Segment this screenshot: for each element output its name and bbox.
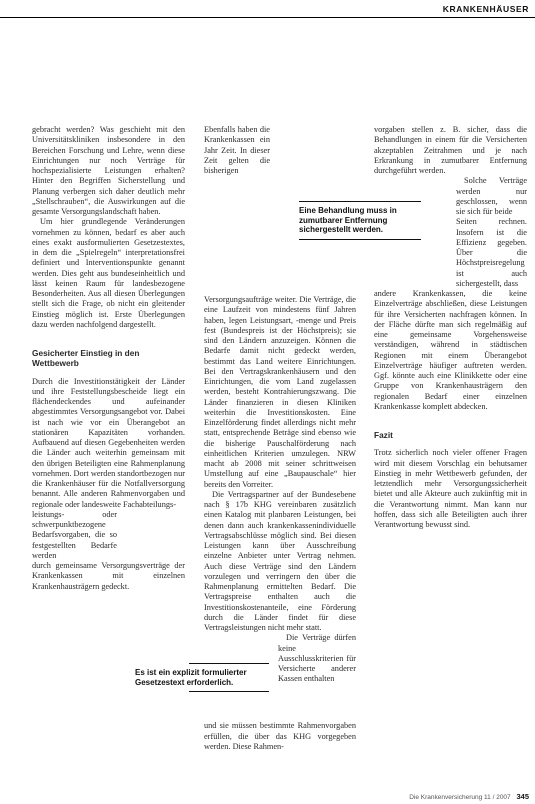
pull-quote — [135, 663, 269, 692]
section-heading: Gesicherter Einstieg in den Wettbewerb — [32, 348, 140, 369]
column-3 — [374, 125, 527, 530]
column-1 — [32, 125, 185, 592]
section-heading: Fazit — [374, 430, 393, 440]
paragraph: Ebenfalls haben die Krankenkassen ein Jahr Zeit. In dieser Zeit gelten die bisherigen Versorgungsaufträge weiter. Die Verträge, die eine Laufzeit von mindestens fünf Jahren haben, legen Leistungsart, -menge und Preis fest (Bundespreis ist der Höchstpreis); sie sind den Ländern anzuzeigen. Können die Bedarfe damit nicht gedeckt werden, bestimmt das Land weitere Einrichtungen. Bei den Vertragskrankenhäusern und den Einrichtungen, die vom Land zugelassen werden, besteht Kontrahierungszwang. Die Länder finanzieren in diesen Kliniken weiterhin die Investitionskosten. Eine Einzelförderung findet allerdings nicht mehr statt, entsprechende Beträge sind ebenso wie die bisherige Pauschalförderung nach einheitlichen Kriterien umzulegen. NRW macht ab 2008 mit seiner schrittweisen Umstellung auf eine „Baupauschale“ hier bereits den Vorreiter. — [204, 125, 356, 489]
paragraph: andere Krankenkassen, die keine Einzelverträge abschließen, diese Leistungen für ihre Versicherten nachfragen können. In der Fläche dürfte man sich regelmäßig auf eine gemeinsame Vorgehensweise verständigen, während in städtischen Regionen mit einem Überangebot Einzelverträge häufiger auftreten werden. Ggf. könnte auch eine Klinikkette oder eine Gruppe von Krankenhausträgern den regionalen Bedarf einer einzelnen Krankenkasse komplett abdecken. — [374, 289, 527, 411]
paragraph: vorgaben stellen z. B. sicher, dass die Behandlungen in einem für die Versicherten akzeptablen Zeitrahmen und je nach Erkrankung in zumutbarer Entfernung durchgeführt werden. — [374, 125, 527, 175]
paragraph: leistungs- oder schwerpunktbezogene Bedarfsvorgaben, die so festgestellten Bedarfe werden — [32, 509, 117, 560]
page-footer — [409, 792, 529, 801]
paragraph: Um hier grundlegende Veränderungen vornehmen zu können, bedarf es aber auch eines exakt ausformulierten Gesetzestextes, in dem die „Spielregeln“ interpretationsfrei definiert und Interventionspunkte genannt werden. Dies geht aus bundeseinheitlich und lässt keinen Raum für landesbezogene Besonderheiten. Aus all diesen Überlegungen stellt sich die Frage, ob nicht ein gleitender Einstieg möglich ist. Erste Überlegungen dazu werden nachfolgend dargestellt. — [32, 217, 185, 329]
header-rule — [0, 17, 535, 18]
journal-citation: Die Krankenversicherung 11 / 2007 — [409, 794, 511, 801]
paragraph: durch gemeinsame Versorgungsverträge der Krankenkassen mit einzelnen Krankenhausträgern gedeckt. — [32, 561, 185, 591]
pull-quote-text: Eine Behandlung muss in zumutbarer Entfernung sichergestellt werden. — [299, 206, 397, 235]
paragraph: und sie müssen bestimmte Rahmenvorgaben erfüllen, die über das KHG vorgegeben werden. Diese Rahmen- — [204, 721, 356, 751]
paragraph: Die Verträge dürfen keine Ausschlusskriterien für Versicherte anderer Kassen enthalten — [278, 633, 356, 684]
page-number: 345 — [516, 792, 529, 801]
paragraph: Seiten rechnen. Insofern ist die Effizienz gegeben. Über die Höchstpreisregelung ist auch sichergestellt, dass — [456, 217, 527, 288]
pull-quote-text: Es ist ein explizit formulierter Gesetzestext erforderlich. — [135, 668, 247, 687]
paragraph: gebracht werden? Was geschieht mit den Universitätskliniken insbesondere in den Bereichen Forschung und Lehre, wenn diese Einrichtungen nur noch Verträge für hochspezialisierte Leistungen erhalten? Hinter den Begriffen Sicherstellung und Planung verbergen sich daher deutlich mehr „Stellschrauben“, die Auswirkungen auf die gesamte Versorgungslandschaft haben. — [32, 125, 185, 216]
paragraph: Die Vertragspartner auf der Bundesebene nach § 17b KHG vereinbaren zusätzlich einen Katalog mit planbaren Leistungen, bei denen dann auch krankenkassenindividuelle Vertragsabschlüsse möglich sind. Bei diesen Leistungen kann über Ausschreibung einzelne Anbieter unter Vertrag nehmen. Auch diese Verträge sind den Ländern vorzulegen und verringern den über die Rahmenplanung ermittelten Bedarf. Die Vertragspreise enthalten auch die Investitionskostenanteile, eine Förderung durch die Länder findet für diese Vertragsleistungen nicht mehr statt. — [204, 489, 356, 632]
paragraph: Trotz sicherlich noch vieler offener Fragen wird mit diesem Vorschlag ein behutsamer Einstieg in mehr Wettbewerb gefunden, der letztendlich mehr Versorgungssicherheit bietet und alle Akteure auch zukünftig mit in die Verantwortung nimmt. Man kann nur hoffen, dass sich alle Beteiligten auch ihrer Verantwortung bewusst sind. — [374, 448, 527, 529]
section-title: KRANKENHÄUSER — [442, 4, 529, 14]
paragraph: Solche Verträge werden nur geschlossen, wenn sie sich für beide — [456, 176, 527, 216]
pull-quote — [299, 201, 421, 240]
paragraph: Durch die Investitionstätigkeit der Länder und ihre Feststellungsbescheide liegt ein flächendeckendes und aufeinander abgestimmtes Versorgungsangebot vor. Dabei ist nach wie vor ein Überangebot an stationären Kapazitäten vorhanden. Aufbauend auf diesen Gegebenheiten werden die Länder auch weiterhin gemeinsam mit den übrigen Beteiligten eine Rahmenplanung vornehmen. Dort werden standortbezogen nur die Krankenhäuser für die Notfallversorgung benannt. Alle anderen Rahmenvorgaben und regionale oder landesweite Fachabteilungs- — [32, 376, 185, 509]
